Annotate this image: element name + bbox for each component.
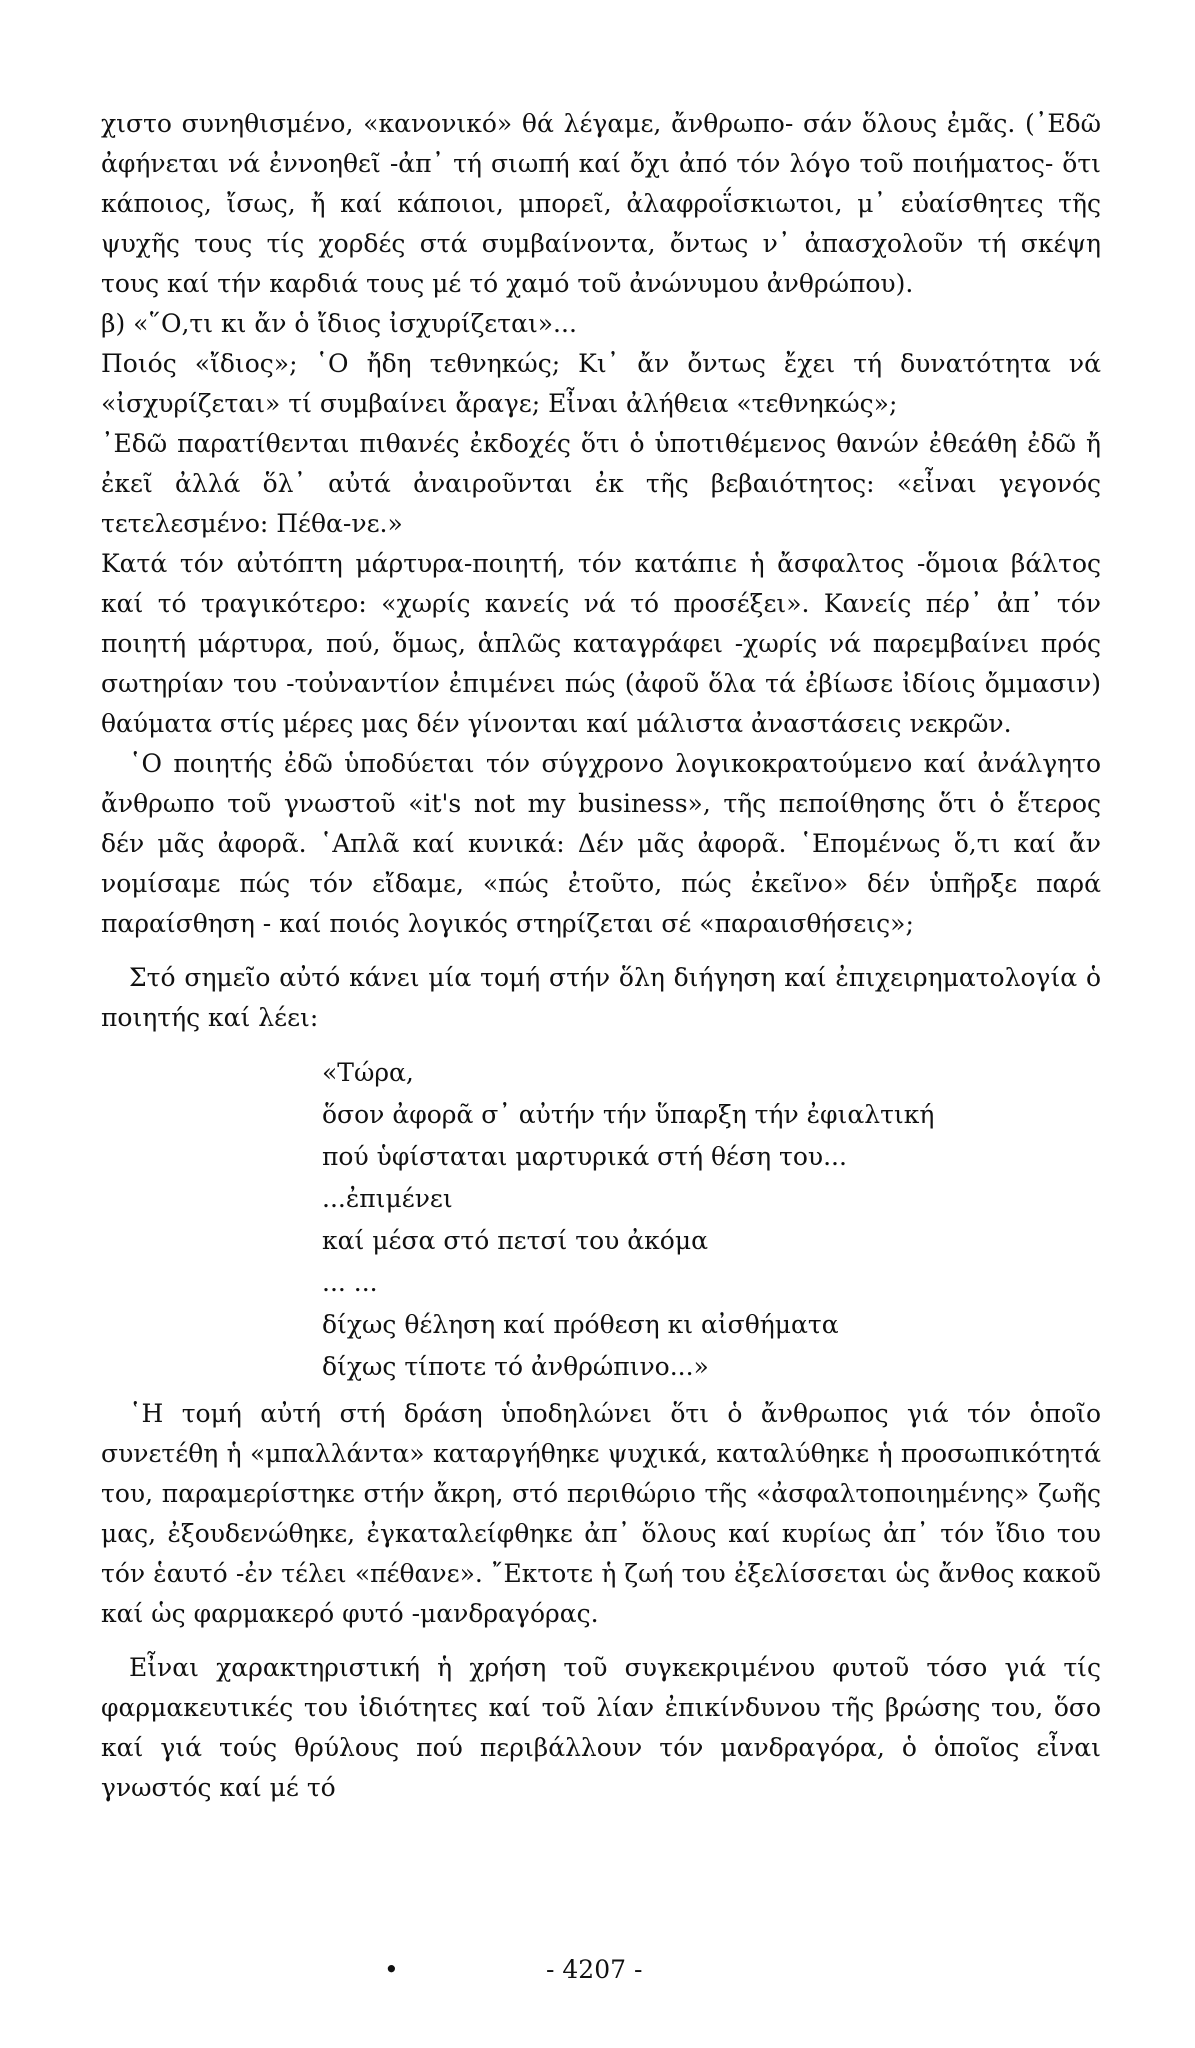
paragraph-6: ῾Ο ποιητής ἐδῶ ὑποδύεται τόν σύγχρονο λογικοκρατούμενο καί ἀνάλγητο ἄνθρωπο τοῦ γνωστοῦ «it's not my business», τῆς πεποίθησης ὅτι ὁ ἕτερος δέν μᾶς ἀφορᾶ. ῾Απλᾶ καί κυνικά: Δέν μᾶς ἀφορᾶ. ῾Επομένως ὅ,τι καί ἄν νομίσαμε πώς τόν εἴδαμε, «πώς ἐτοῦτο, πώς ἐκεῖνο» δέν ὑπῆρξε παρά παραίσθηση - καί ποιός λογικός στηρίζεται σέ «παραισθήσεις»; [101, 749, 1101, 938]
page-footer [0, 1950, 1195, 1990]
paragraph-3: Ποιός «ἴδιος»; ῾Ο ἤδη τεθνηκώς; Κι᾽ ἄν ὄντως ἔχει τή δυνατότητα νά «ἰσχυρίζεται» τί συμβαίνει ἄραγε; Εἶναι ἀλήθεια «τεθνηκώς»; [101, 349, 1101, 418]
poem-line: δίχως θέληση καί πρόθεση κι αἰσθήματα [322, 1310, 839, 1339]
poem-line: δίχως τίποτε τό ἀνθρώπινο...» [322, 1352, 709, 1381]
paragraph-7: Στό σημεῖο αὐτό κάνει μία τομή στήν ὅλη διήγηση καί ἐπιχειρηματολογία ὁ ποιητής καί λέει: [101, 963, 1101, 1032]
poem-line: «Τώρα, [322, 1058, 414, 1087]
poem-line: πού ὑφίσταται μαρτυρικά στή θέση του... [322, 1142, 847, 1171]
page-number: - 4207 - [546, 1955, 643, 1984]
poem-line: ...ἐπιμένει [322, 1184, 453, 1213]
paragraph-4: ᾽Εδῶ παρατίθενται πιθανές ἐκδοχές ὅτι ὁ ὑποτιθέμενος θανών ἐθεάθη ἐδῶ ἤ ἐκεῖ ἀλλά ὅλ᾽ αὐτά ἀναιροῦνται ἐκ τῆς βεβαιότητος: «εἶναι γεγονός τετελεσμένο: Πέθα-νε.» [101, 429, 1101, 538]
poem-line: ... ... [322, 1268, 378, 1297]
paragraph-9: Εἶναι χαρακτηριστική ἡ χρήση τοῦ συγκεκριμένου φυτοῦ τόσο γιά τίς φαρμακευτικές του ἰδιότητες καί τοῦ λίαν ἐπικίνδυνου τῆς βρώσης του, ὅσο καί γιά τούς θρύλους πού περιβάλλουν τόν μανδραγόρα, ὁ ὁποῖος εἶναι γνωστός καί μέ τό [101, 1653, 1101, 1802]
poem-quote [322, 1052, 1101, 1388]
paragraph-8: ῾Η τομή αὐτή στή δράση ὑποδηλώνει ὅτι ὁ ἄνθρωπος γιά τόν ὁποῖο συνετέθη ἡ «μπαλλάντα» καταργήθηκε ψυχικά, καταλύθηκε ἡ προσωπικότητά του, παραμερίστηκε στήν ἄκρη, στό περιθώριο τῆς «ἀσφαλτοποιημένης» ζωῆς μας, ἐξουδενώθηκε, ἐγκαταλείφθηκε ἀπ᾽ ὅλους καί κυρίως ἀπ᾽ τόν ἴδιο του τόν ἑαυτό -ἐν τέλει «πέθανε». ῎Εκτοτε ἡ ζωή του ἐξελίσσεται ὡς ἄνθος κακοῦ καί ὡς φαρμακερό φυτό -μανδραγόρας. [101, 1399, 1101, 1628]
poem-line: ὅσον ἀφορᾶ σ᾽ αὐτήν τήν ὕπαρξη τήν ἐφιαλτική [322, 1100, 935, 1129]
body-text [101, 104, 1101, 1808]
paragraph-2: β) «῞Ο,τι κι ἄν ὁ ἴδιος ἰσχυρίζεται»... [101, 309, 577, 338]
poem-line: καί μέσα στό πετσί του ἀκόμα [322, 1226, 708, 1255]
bullet-dot: • [384, 1955, 399, 1984]
paragraph-5: Κατά τόν αὐτόπτη μάρτυρα-ποιητή, τόν κατάπιε ἡ ἄσφαλτος -ὅμοια βάλτος καί τό τραγικότερο: «χωρίς κανείς νά τό προσέξει». Κανείς πέρ᾽ ἀπ᾽ τόν ποιητή μάρτυρα, πού, ὅμως, ἁπλῶς καταγράφει -χωρίς νά παρεμβαίνει πρός σωτηρίαν του -τοὐναντίον ἐπιμένει πώς (ἀφοῦ ὅλα τά ἐβίωσε ἰδίοις ὄμμασιν) θαύματα στίς μέρες μας δέν γίνονται καί μάλιστα ἀναστάσεις νεκρῶν. [101, 549, 1101, 738]
paragraph-1: χιστο συνηθισμένο, «κανονικό» θά λέγαμε, ἄνθρωπο- σάν ὅλους ἐμᾶς. (᾽Εδῶ ἀφήνεται νά ἐννοηθεῖ -ἀπ᾽ τή σιωπή καί ὄχι ἀπό τόν λόγο τοῦ ποιήματος- ὅτι κάποιος, ἴσως, ἤ καί κάποιοι, μπορεῖ, ἀλαφροΐσκιωτοι, μ᾽ εὐαίσθητες τῆς ψυχῆς τους τίς χορδές στά συμβαίνοντα, ὄντως ν᾽ ἀπασχολοῦν τή σκέψη τους καί τήν καρδιά τους μέ τό χαμό τοῦ ἀνώνυμου ἀνθρώπου). [101, 109, 1101, 298]
